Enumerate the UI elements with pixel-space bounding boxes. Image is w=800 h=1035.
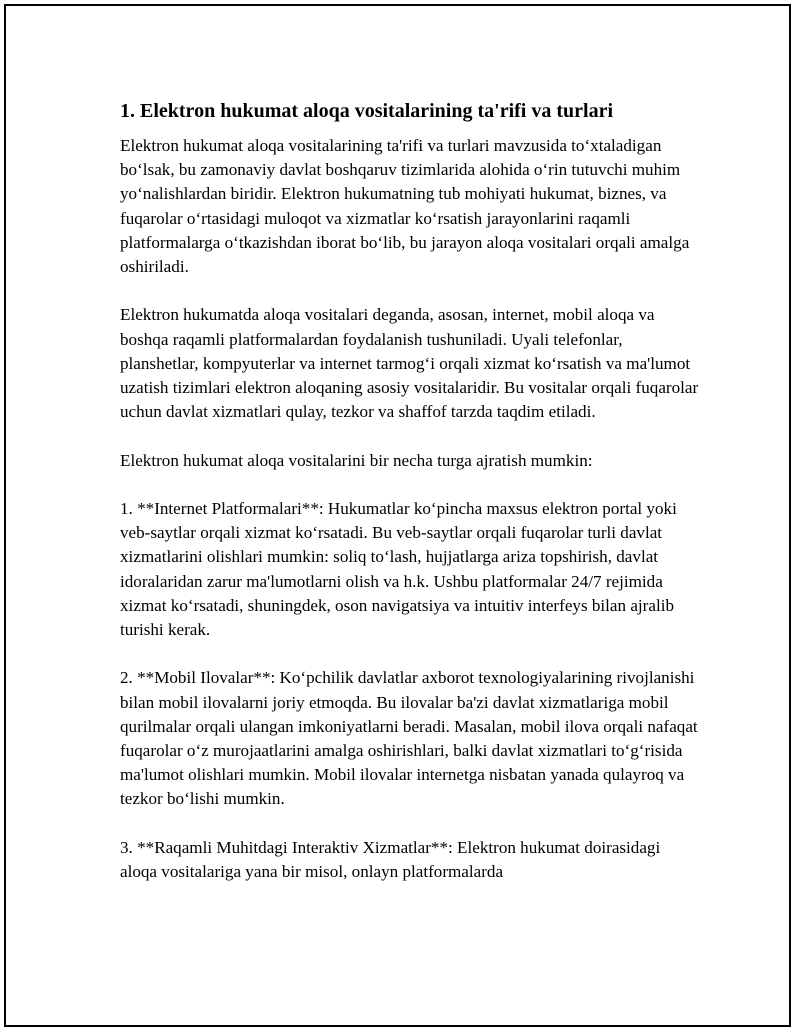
section-heading: 1. Elektron hukumat aloqa vositalarining ta'rifi va turlari	[120, 100, 613, 122]
document-page	[4, 4, 791, 1027]
paragraph-internet-platforms: 1. **Internet Platformalari**: Hukumatlar koʻpincha maxsus elektron portal yoki veb-saytlar orqali xizmat koʻrsatadi. Bu veb-saytlar orqali fuqarolar turli davlat xizmatlarini olishlari mumkin: soliq toʻlash, hujjatlarga ariza topshirish, davlat idoralaridan zarur ma'lumotlarni olish va h.k. Ushbu platformalar 24/7 rejimida xizmat koʻrsatadi, shuningdek, oson navigatsiya va intuitiv interfeys bilan ajralib turishi kerak.	[120, 499, 677, 640]
paragraph-types-intro: Elektron hukumat aloqa vositalarini bir necha turga ajratish mumkin:	[120, 450, 593, 470]
paragraph-definition: Elektron hukumat aloqa vositalarining ta'rifi va turlari mavzusida toʻxtaladigan boʻlsak, bu zamonaviy davlat boshqaruv tizimlarida alohida oʻrin tutuvchi muhim yoʻnalishlardan biridir. Elektron hukumatning tub mohiyati hukumat, biznes, va fuqarolar oʻrtasidagi muloqot va xizmatlar koʻrsatish jarayonlarini raqamli platformalarga oʻtkazishdan iborat boʻlib, bu jarayon aloqa vositalari orqali amalga oshiriladi.	[120, 136, 690, 277]
paragraph-interactive-services: 3. **Raqamli Muhitdagi Interaktiv Xizmatlar**: Elektron hukumat doirasidagi aloqa vositalariga yana bir misol, onlayn platformalarda	[120, 837, 661, 882]
paragraph-communication-tools: Elektron hukumatda aloqa vositalari deganda, asosan, internet, mobil aloqa va boshqa raqamli platformalardan foydalanish tushuniladi. Uyali telefonlar, planshetlar, kompyuterlar va internet tarmogʻi orqali xizmat koʻrsatish va ma'lumot uzatish tizimlari elektron aloqaning asosiy vositalaridir. Bu vositalar orqali fuqarolar uchun davlat xizmatlari qulay, tezkor va shaffof tarzda taqdim etiladi.	[120, 305, 699, 422]
paragraph-mobile-apps: 2. **Mobil Ilovalar**: Koʻpchilik davlatlar axborot texnologiyalarining rivojlanishi bilan mobil ilovalarni joriy etmoqda. Bu ilovalar ba'zi davlat xizmatlariga mobil qurilmalar orqali ulangan imkoniyatlarni beradi. Masalan, mobil ilova orqali nafaqat fuqarolar oʻz murojaatlarini amalga oshirishlari, balki davlat xizmatlari toʻgʻrisida ma'lumot olishlari mumkin. Mobil ilovalar internetga nisbatan yanada qulayroq va tezkor boʻlishi mumkin.	[120, 668, 698, 809]
document-body	[120, 98, 700, 908]
